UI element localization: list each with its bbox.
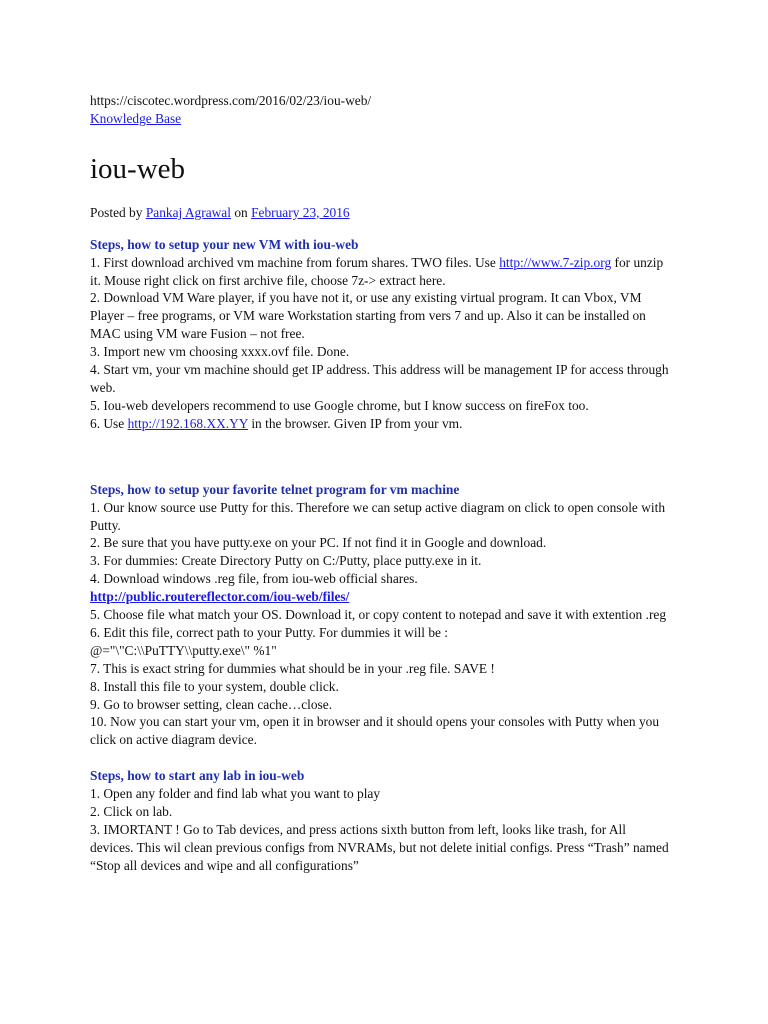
article	[90, 92, 670, 875]
section1-step-1-text: 1. First download archived vm machine from forum shares. TWO files. Use	[90, 254, 500, 270]
spacer	[90, 433, 670, 481]
section1-step-2: 2. Download VM Ware player, if you have not it, or use any existing virtual program. It can Vbox, VM Player – free programs, or VM ware Workstation starting from vers 7 and up. Also it can be installed on MAC using VM ware Fusion – not free.	[90, 290, 646, 342]
section1-step-4: 4. Start vm, your vm machine should get IP address. This address will be management IP for access through web.	[90, 362, 669, 395]
byline-middle: on	[230, 204, 252, 220]
section2-reg-string: @="\"C:\\PuTTY\\putty.exe\" %1"	[90, 642, 277, 658]
section2-step-3: 3. For dummies: Create Directory Putty on C:/Putty, place putty.exe in it.	[90, 553, 482, 569]
byline	[90, 204, 670, 222]
section1-step-6-text: 6. Use	[90, 415, 128, 431]
section1-step-3: 3. Import new vm choosing xxxx.ovf file. Done.	[90, 344, 350, 360]
section2-step-9: 9. Go to browser setting, clean cache…close.	[90, 696, 333, 712]
section1-step-1	[90, 254, 670, 290]
section2-step-6: 6. Edit this file, correct path to your Putty. For dummies it will be :	[90, 624, 449, 640]
section2-step-10: 10. Now you can start your vm, open it in browser and it should opens your consoles with Putty when you click on active diagram device.	[90, 714, 660, 748]
reg-files-link[interactable]: http://public.routereflector.com/iou-web/files/	[90, 589, 350, 605]
section1-heading: Steps, how to setup your new VM with iou-web	[90, 236, 359, 252]
byline-prefix: Posted by	[90, 204, 146, 220]
section2-step-2: 2. Be sure that you have putty.exe on your PC. If not find it in Google and download.	[90, 535, 547, 551]
category-link[interactable]: Knowledge Base	[90, 110, 182, 126]
section2-step-5: 5. Choose file what match your OS. Download it, or copy content to notepad and save it with extention .reg	[90, 607, 667, 623]
date-link[interactable]: February 23, 2016	[251, 204, 350, 220]
page-title: iou-web	[90, 152, 186, 185]
section1-step-6-text-end: in the browser. Given IP from your vm.	[247, 415, 463, 431]
section3-step-3: 3. IMORTANT ! Go to Tab devices, and press actions sixth button from left, looks like trash, for All devices. This wil clean previous configs from NVRAMs, but not delete initial configs. Press “Trash” named “Stop all devices and wipe and all configurations”	[90, 822, 669, 873]
source-url: https://ciscotec.wordpress.com/2016/02/23/iou-web/	[90, 93, 372, 108]
section2-step-8: 8. Install this file to your system, double click.	[90, 678, 339, 694]
section2-step-1: 1. Our know source use Putty for this. Therefore we can setup active diagram on click to open console with Putty.	[90, 499, 666, 533]
section3-step-1: 1. Open any folder and find lab what you want to play	[90, 786, 381, 802]
author-link[interactable]: Pankaj Agrawal	[145, 204, 231, 220]
section2-step-4: 4. Download windows .reg file, from iou-web official shares.	[90, 571, 418, 587]
section2-step-7: 7. This is exact string for dummies what should be in your .reg file. SAVE !	[90, 660, 495, 676]
spacer	[90, 749, 670, 767]
section1-step-6	[90, 415, 670, 433]
section3-heading: Steps, how to start any lab in iou-web	[90, 768, 305, 784]
section1-step-1-text-end: for unzip it. Mouse right click on first archive file, choose 7z-> extract here.	[90, 254, 664, 288]
sevenzip-link[interactable]: http://www.7-zip.org	[499, 254, 612, 270]
section2-heading: Steps, how to setup your favorite telnet program for vm machine	[90, 481, 460, 497]
section3-step-2: 2. Click on lab.	[90, 804, 173, 820]
section1-step-5: 5. Iou-web developers recommend to use Google chrome, but I know success on fireFox too.	[90, 397, 589, 413]
vm-ip-link[interactable]: http://192.168.XX.YY	[127, 415, 248, 431]
